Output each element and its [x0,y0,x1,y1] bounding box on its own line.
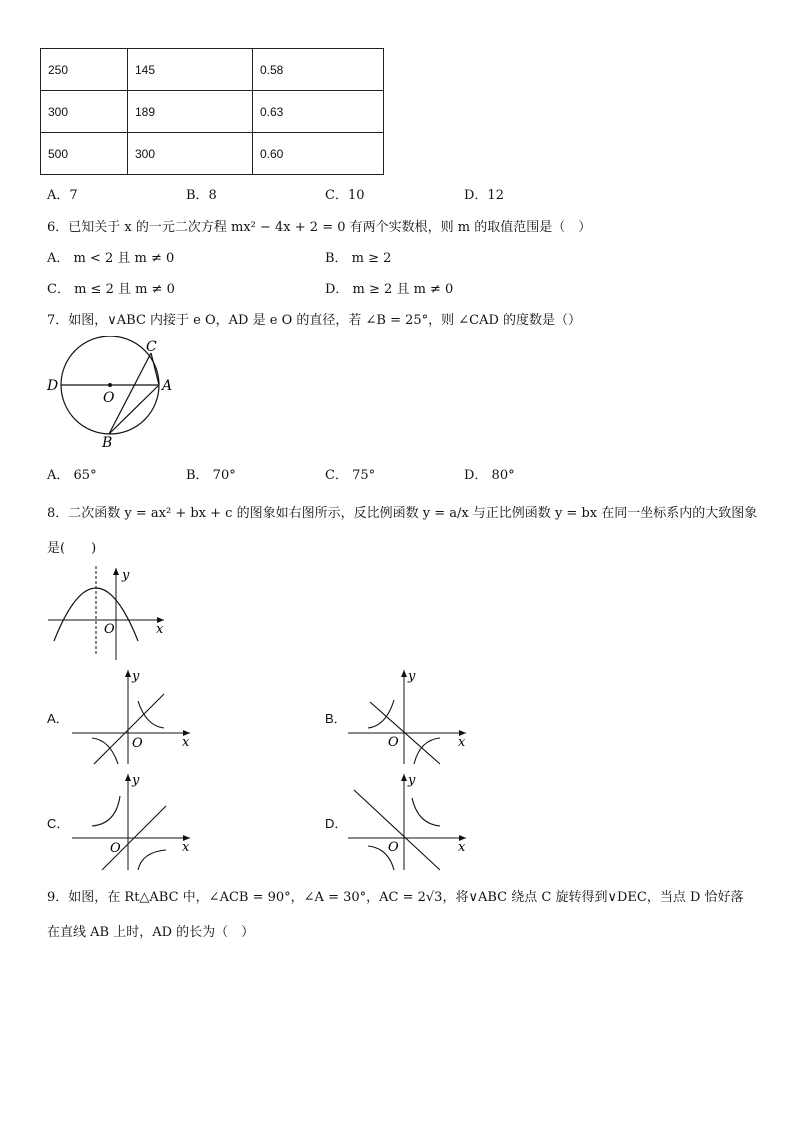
center-point [108,383,112,387]
q6-question: 6．已知关于 x 的一元二次方程 mx² − 4x + 2 = 0 有两个实数根，则 m 的取值范围是（ ） [47,220,592,235]
y-axis-label: y [408,773,416,788]
q7-option-b[interactable]: B． 70° [186,468,236,483]
table-row [41,133,384,175]
origin-label: O [388,735,399,750]
y-axis-label: y [132,669,140,684]
q7-option-d[interactable]: D． 80° [464,468,515,483]
origin-label: O [132,736,143,751]
q8-option-d[interactable]: D． [325,816,348,831]
q7-question: 7．如图，∨ABC 内接于 e O，AD 是 e O 的直径，若 ∠B = 25°，则 ∠CAD 的度数是（） [47,313,582,328]
q8-question-line1: 8．二次函数 y = ax² + bx + c 的图象如右图所示，反比例函数 y = a/x 与正比例函数 y = bx 在同一坐标系内的大致图象 [47,506,758,521]
q7-circle-figure [44,336,184,451]
q9-question-line2: 在直线 AB 上时，AD 的长为（ ） [47,925,255,940]
q8-parabola-figure [44,563,174,663]
x-axis-label: x [182,735,190,750]
q7-option-a[interactable]: A． 65° [47,468,97,483]
data-table [40,48,384,175]
table-cell: 250 [41,49,128,91]
q5-option-d[interactable]: D．12 [464,188,504,203]
q6-option-a[interactable]: A． m < 2 且 m ≠ 0 [47,251,175,266]
x-axis-label: x [458,840,466,855]
origin-label: O [110,841,121,856]
q8-option-c[interactable]: C． [47,816,70,831]
label-c: C [146,339,157,355]
q5-option-c[interactable]: C．10 [325,188,365,203]
x-axis-label: x [182,840,190,855]
q8-option-b[interactable]: B． [325,711,347,726]
table-cell: 0.58 [253,49,384,91]
q8-graph-d [342,770,472,872]
table-cell: 300 [128,133,253,175]
q7-option-c[interactable]: C． 75° [325,468,376,483]
q6-option-d[interactable]: D． m ≥ 2 且 m ≠ 0 [325,282,454,297]
table-cell: 0.63 [253,91,384,133]
y-axis-label: y [408,669,416,684]
x-axis-label: x [458,735,466,750]
label-a: A [162,378,173,394]
q8-graph-b [342,666,472,766]
x-axis-label: x [156,622,164,637]
table-cell: 300 [41,91,128,133]
y-axis-label: y [122,568,130,583]
table-row [41,49,384,91]
table-cell: 500 [41,133,128,175]
q8-question-line2: 是( ) [47,541,97,556]
q8-option-a[interactable]: A． [47,711,69,726]
q8-graph-a [66,666,196,766]
q6-option-c[interactable]: C． m ≤ 2 且 m ≠ 0 [47,282,175,297]
label-d: D [47,378,59,394]
origin-label: O [104,622,115,637]
segment-cb [109,353,151,434]
table-cell: 189 [128,91,253,133]
y-axis-label: y [132,773,140,788]
segment-ba [109,385,159,434]
q5-option-a[interactable]: A．7 [47,188,78,203]
segment-ca [151,353,159,385]
table-row [41,91,384,133]
table-cell: 145 [128,49,253,91]
origin-label: O [388,840,399,855]
label-o: O [103,390,115,406]
label-b: B [102,435,113,451]
table-cell: 0.60 [253,133,384,175]
q8-graph-c [66,770,196,872]
q9-question-line1: 9．如图，在 Rt△ABC 中，∠ACB = 90°，∠A = 30°，AC = 2√3，将∨ABC 绕点 C 旋转得到∨DEC，当点 D 恰好落 [47,890,744,905]
q6-option-b[interactable]: B． m ≥ 2 [325,251,392,266]
q5-option-b[interactable]: B．8 [186,188,217,203]
